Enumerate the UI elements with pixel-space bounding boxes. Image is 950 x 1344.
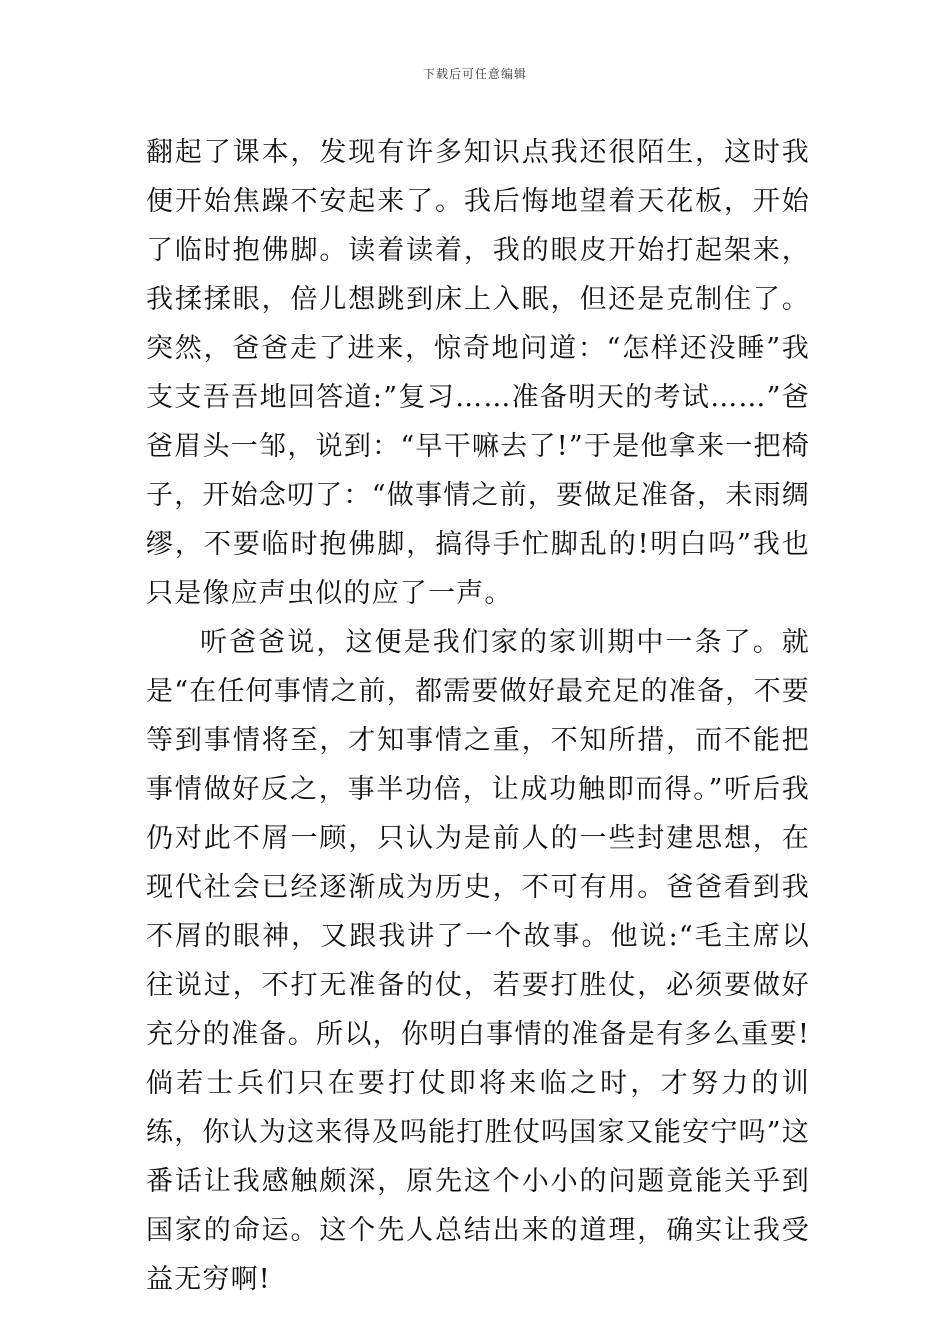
page-header-note: 下载后可任意编辑	[422, 67, 527, 81]
paragraph-1: 翻起了课本，发现有许多知识点我还很陌生，这时我便开始焦躁不安起来了。我后悔地望着天花板，开始了临时抱佛脚。读着读着，我的眼皮开始打起架来，我揉揉眼，倍儿想跳到床上入眠，但还是克制住了。突然，爸爸走了进来，惊奇地问道：“怎样还没睡”我支支吾吾地回答道:”复习……准备明天的考试……”爸爸眉头一邹，说到：“早干嘛去了!”于是他拿来一把椅子，开始念叨了：“做事情之前，要做足准备，未雨绸缪，不要临时抱佛脚，搞得手忙脚乱的!明白吗”我也只是像应声虫似的应了一声。	[146, 137, 810, 609]
document-body	[146, 128, 810, 1304]
paragraph-2: 听爸爸说，这便是我们家的家训期中一条了。就是“在任何事情之前，都需要做好最充足的准备，不要等到事情将至，才知事情之重，不知所措，而不能把事情做好反之，事半功倍，让成功触即而得。”听后我仍对此不屑一顾，只认为是前人的一些封建思想，在现代社会已经逐渐成为历史，不可有用。爸爸看到我不屑的眼神，又跟我讲了一个故事。他说:“毛主席以往说过，不打无准备的仗，若要打胜仗，必须要做好充分的准备。所以，你明白事情的准备是有多么重要!倘若士兵们只在要打仗即将来临之时，才努力的训练，你认为这来得及吗能打胜仗吗国家又能安宁吗”这番话让我感触颇深，原先这个小小的问题竟能关乎到国家的命运。这个先人总结出来的道理，确实让我受益无穷啊!	[146, 627, 810, 1295]
